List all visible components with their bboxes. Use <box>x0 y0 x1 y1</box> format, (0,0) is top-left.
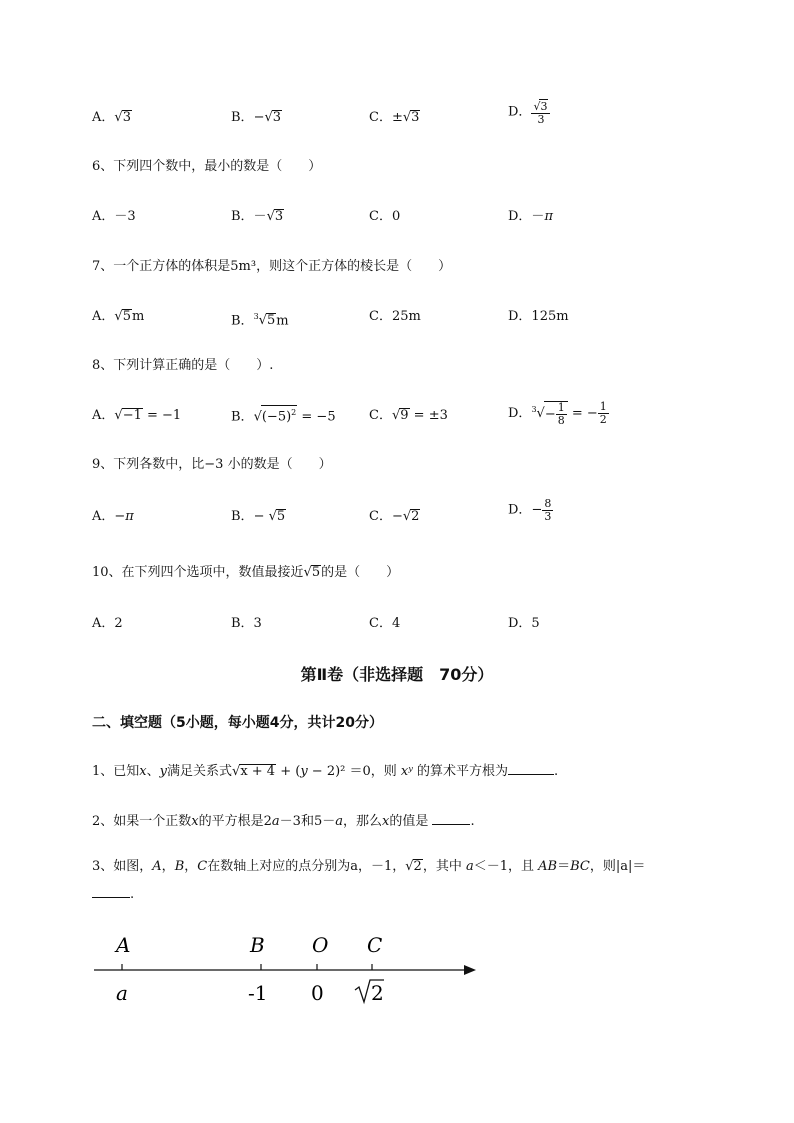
option-b: B．3 <box>231 616 262 631</box>
point-label-c: C <box>367 933 383 957</box>
value-label-b: -1 <box>248 981 268 1005</box>
q10-stem: 10、在下列四个选项中，数值最接近√5的是（ ） <box>92 565 400 580</box>
option-c: C．√9 = ±3 <box>369 408 448 423</box>
option-a: A．√5m <box>92 309 145 324</box>
option-d: D．－π <box>508 209 553 224</box>
point-label-o: O <box>312 933 329 957</box>
option-d: D．$^3$√− $\frac{1}{8}$ = − $\frac{1}{2}$ <box>508 400 607 427</box>
fill-question-3: 3、如图，A，B，C在数轴上对应的点分别为a，－1，√2，其中 a＜－1，且 AB＝BC，则|a|＝ . <box>92 859 646 902</box>
option-a: A．√3 <box>92 110 131 125</box>
fill-question-1: 1、已知x、y满足关系式√x + 4 + (y − 2)² ＝0，则 xʸ 的算术平方根为 . <box>92 764 559 779</box>
option-d: D． $\frac{√3}{3}$ <box>508 99 550 126</box>
option-c: C．0 <box>369 209 401 224</box>
part2-title: 第Ⅱ卷（非选择题 70分） <box>300 665 494 684</box>
q6-stem: 6、下列四个数中，最小的数是（ ） <box>92 159 322 174</box>
option-a: A．−π <box>92 509 134 524</box>
option-b: B．$√(-5)^2 = -5$ <box>231 405 336 428</box>
value-label-c: 2 <box>371 981 384 1005</box>
answer-blank[interactable] <box>92 885 130 898</box>
q9-stem: 9、下列各数中，比−3 小的数是（ ） <box>92 457 332 472</box>
q5-options <box>0 100 794 133</box>
number-line-figure <box>90 928 490 1012</box>
option-c: C．4 <box>369 616 401 631</box>
option-d: D．− $\frac{8}{3}$ <box>508 497 552 523</box>
arrow-head <box>464 965 476 975</box>
fill-question-2: 2、如果一个正数x的平方根是2a－3和5－a，那么x的值是 . <box>92 814 475 829</box>
q6-options <box>0 206 794 232</box>
option-d: D．5 <box>508 616 540 631</box>
answer-blank[interactable] <box>508 762 554 775</box>
value-label-a: a <box>116 981 128 1005</box>
option-a: A．－3 <box>92 209 136 224</box>
option-d: D．125m <box>508 309 569 324</box>
option-c: C．±√3 <box>369 110 420 125</box>
section-heading: 二、填空题（5小题，每小题4分，共计20分） <box>92 715 383 731</box>
q8-stem: 8、下列计算正确的是（ ）. <box>92 358 274 373</box>
q9-options <box>0 497 794 532</box>
option-b: B．−√3 <box>231 110 282 125</box>
option-b: B．$^3$√5m <box>231 312 289 329</box>
answer-blank[interactable] <box>432 812 470 825</box>
option-c: C．−√2 <box>369 509 420 524</box>
option-c: C．25m <box>369 309 421 324</box>
q7-stem: 7、一个正方体的体积是5m³，则这个正方体的棱长是（ ） <box>92 259 452 274</box>
point-label-a: A <box>116 933 131 957</box>
value-label-o: 0 <box>311 981 324 1005</box>
option-b: B．− √5 <box>231 509 286 524</box>
q7-options <box>0 306 794 332</box>
option-b: B．－√3 <box>231 209 284 224</box>
point-label-b: B <box>250 933 265 957</box>
option-a: A．2 <box>92 616 123 631</box>
option-a: A．√−1 = −1 <box>92 408 182 423</box>
q10-options <box>0 613 794 639</box>
q8-options <box>0 400 794 431</box>
